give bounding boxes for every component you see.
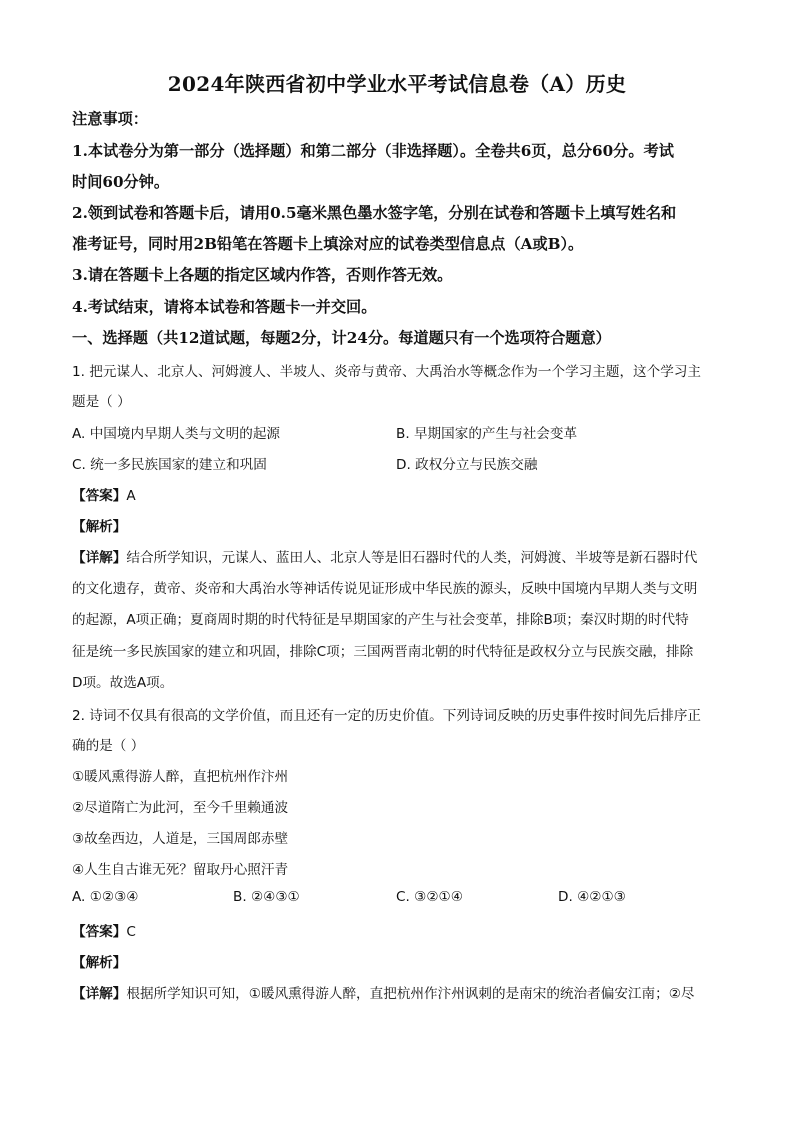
q1-option-d: D. 政权分立与民族交融 bbox=[396, 457, 538, 473]
q2-option-b: B. ②④③① bbox=[233, 889, 300, 905]
q2-item: ④人生自古谁无死？留取丹心照汗青 bbox=[72, 862, 289, 878]
notice-line: 时间60分钟。 bbox=[72, 173, 170, 191]
detail-label: 【详解】 bbox=[72, 550, 127, 566]
answer-label: 【答案】 bbox=[72, 488, 127, 504]
question-2-stem: 2. 诗词不仅具有很高的文学价值，而且还有一定的历史价值。下列诗词反映的历史事件按时间先后排序正 bbox=[72, 708, 702, 724]
detail-label: 【详解】 bbox=[72, 986, 127, 1002]
analysis-label: 【解析】 bbox=[72, 519, 127, 535]
analysis-label: 【解析】 bbox=[72, 955, 127, 971]
q1-option-c: C. 统一多民族国家的建立和巩固 bbox=[72, 457, 267, 473]
q1-detail: 征是统一多民族国家的建立和巩固，排除C项；三国两晋南北朝的时代特征是政权分立与民族交融，排除 bbox=[72, 644, 694, 660]
section-heading: 一、选择题（共12道试题，每题2分，计24分。每道题只有一个选项符合题意） bbox=[72, 329, 611, 347]
q2-answer bbox=[72, 920, 722, 940]
notice-line: 3.请在答题卡上各题的指定区域内作答，否则作答无效。 bbox=[72, 266, 453, 284]
q1-detail: 的文化遗存，黄帝、炎帝和大禹治水等神话传说见证形成中华民族的源头，反映中国境内早期人类与文明 bbox=[72, 581, 698, 597]
detail-text: 根据所学知识可知，①暖风熏得游人醉，直把杭州作汴州讽刺的是南宋的统治者偏安江南；②尽 bbox=[126, 986, 695, 1002]
q1-detail: 的起源，A项正确；夏商周时期的时代特征是早期国家的产生与社会变革，排除B项；秦汉时期的时代特 bbox=[72, 612, 689, 628]
notice-line: 1.本试卷分为第一部分（选择题）和第二部分（非选择题）。全卷共6页，总分60分。考试 bbox=[72, 142, 674, 160]
page-title: 2024年陕西省初中学业水平考试信息卷（A）历史 bbox=[167, 72, 627, 96]
q2-option-c: C. ③②①④ bbox=[396, 889, 463, 905]
notice-line: 准考证号，同时用2B铅笔在答题卡上填涂对应的试卷类型信息点（A或B）。 bbox=[72, 235, 584, 253]
q1-analysis-label bbox=[72, 515, 722, 535]
q2-item: ③故垒西边，人道是，三国周郎赤壁 bbox=[72, 831, 289, 847]
q1-option-a: A. 中国境内早期人类与文明的起源 bbox=[72, 426, 281, 442]
detail-text: 结合所学知识，元谋人、蓝田人、北京人等是旧石器时代的人类，河姆渡、半坡等是新石器时代 bbox=[126, 550, 698, 566]
answer-value: C bbox=[126, 924, 136, 940]
q1-detail: D项。故选A项。 bbox=[72, 675, 174, 691]
q1-option-b: B. 早期国家的产生与社会变革 bbox=[396, 426, 578, 442]
question-2-stem: 确的是（ ） bbox=[72, 738, 145, 754]
q1-detail bbox=[72, 546, 722, 566]
q1-answer bbox=[72, 484, 722, 504]
answer-label: 【答案】 bbox=[72, 924, 127, 940]
q2-item: ②尽道隋亡为此河，至今千里赖通波 bbox=[72, 800, 289, 816]
question-1-stem: 1. 把元谋人、北京人、河姆渡人、半坡人、炎帝与黄帝、大禹治水等概念作为一个学习主题，这个学习主 bbox=[72, 364, 702, 380]
answer-value: A bbox=[126, 488, 136, 504]
notice-line: 4.考试结束，请将本试卷和答题卡一并交回。 bbox=[72, 298, 377, 316]
q2-option-a: A. ①②③④ bbox=[72, 889, 139, 905]
q2-option-d: D. ④②①③ bbox=[558, 889, 626, 905]
question-1-stem: 题是（ ） bbox=[72, 394, 131, 410]
q2-detail bbox=[72, 982, 722, 1002]
q2-analysis-label bbox=[72, 951, 722, 971]
notice-heading: 注意事项： bbox=[72, 110, 148, 128]
q2-item: ①暖风熏得游人醉，直把杭州作汴州 bbox=[72, 769, 289, 785]
notice-line: 2.领到试卷和答题卡后，请用0.5毫米黑色墨水签字笔，分别在试卷和答题卡上填写姓名和 bbox=[72, 204, 677, 222]
